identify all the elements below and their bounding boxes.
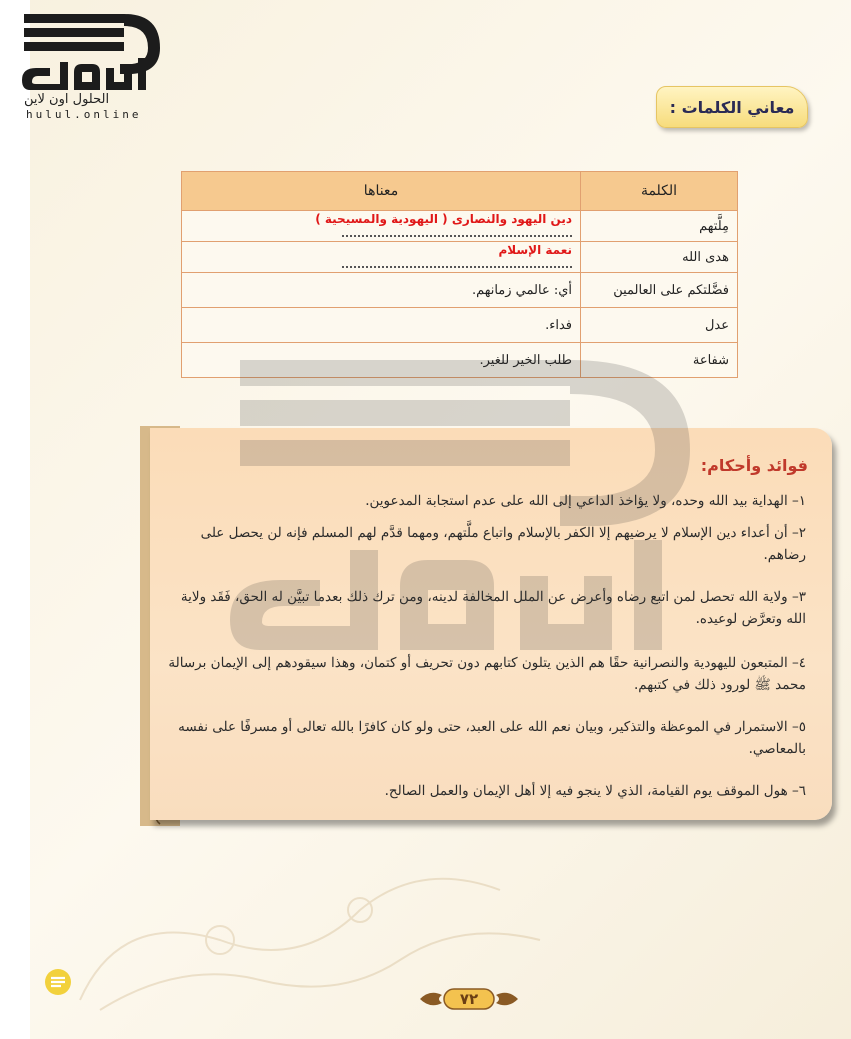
table-header-row (182, 172, 738, 211)
table-row (182, 308, 738, 343)
word-cell: عدل (581, 308, 738, 343)
word-cell: فضَّلتكم على العالمين (581, 273, 738, 308)
benefit-item: ٤– المتبعون لليهودية والنصرانية حقًا هم الذين يتلون كتابهم دون تحريف أو كتمان، وهذا سيقودهم إلى الإيمان برسالة محمد ﷺ لورود ذلك في كتبهم. (168, 655, 806, 693)
benefits-panel (150, 428, 832, 820)
benefit-item: ١– الهداية بيد الله وحده، ولا يؤاخذ الداعي إلى الله على عدم استجابة المدعوين. (365, 493, 806, 509)
benefits-title: فوائد وأحكام: (700, 456, 808, 475)
header-meaning: معناها (182, 172, 581, 211)
table-row (182, 211, 738, 242)
meaning-cell: أي: عالمي زمانهم. (182, 273, 581, 308)
meaning-cell[interactable] (182, 211, 581, 242)
corner-emblem-icon (44, 968, 72, 996)
site-logo[interactable] (6, 6, 166, 124)
benefit-item: ٢– أن أعداء دين الإسلام لا يرضيهم إلا الكفر بالإسلام واتباع ملَّتهم، ومهما قدَّم لهم المسلم فإنه لن يحصل على رضاهم. (200, 525, 806, 563)
page-number: ٧٢ (459, 990, 479, 1008)
word-cell: مِلَّتهم (581, 211, 738, 242)
benefit-item: ٥– الاستمرار في الموعظة والتذكير، وبيان نعم الله على العبد، حتى ولو كان كافرًا بالله تعالى أو مسرفًا على نفسه بالمعاصي. (178, 719, 806, 757)
page-number-badge (416, 987, 522, 1011)
logo-arabic-tagline: الحلول اون لاين (24, 92, 110, 107)
meaning-cell[interactable] (182, 242, 581, 273)
logo-mark-icon (20, 12, 162, 94)
meaning-cell: فداء. (182, 308, 581, 343)
benefit-item: ٣– ولاية الله تحصل لمن اتبع رضاه وأعرض عن الملل المخالفة لدينه، ومن ترك ذلك بعدما تبيَّن له الحق، فَقَد ولاية الله وتعرَّض لوعيده. (180, 589, 806, 627)
word-meanings-heading: معاني الكلمات : (656, 86, 808, 128)
fill-in-dotted-line (342, 235, 572, 237)
word-cell: شفاعة (581, 343, 738, 378)
fill-in-dotted-line (342, 266, 572, 268)
header-word: الكلمة (581, 172, 738, 211)
benefit-item: ٦– هول الموقف يوم القيامة، الذي لا ينجو فيه إلا أهل الإيمان والعمل الصالح. (384, 783, 806, 799)
logo-latin-text: hulul.online (26, 108, 142, 121)
table-row (182, 273, 738, 308)
table-row (182, 343, 738, 378)
word-meanings-table (181, 171, 738, 378)
word-cell: هدى الله (581, 242, 738, 273)
handwritten-answer: نعمة الإسلام (498, 243, 572, 257)
meaning-cell: طلب الخير للغير. (182, 343, 581, 378)
handwritten-answer: دين اليهود والنصارى ( اليهودية والمسيحية ) (315, 212, 572, 226)
table-row (182, 242, 738, 273)
page-margin (0, 0, 30, 1039)
